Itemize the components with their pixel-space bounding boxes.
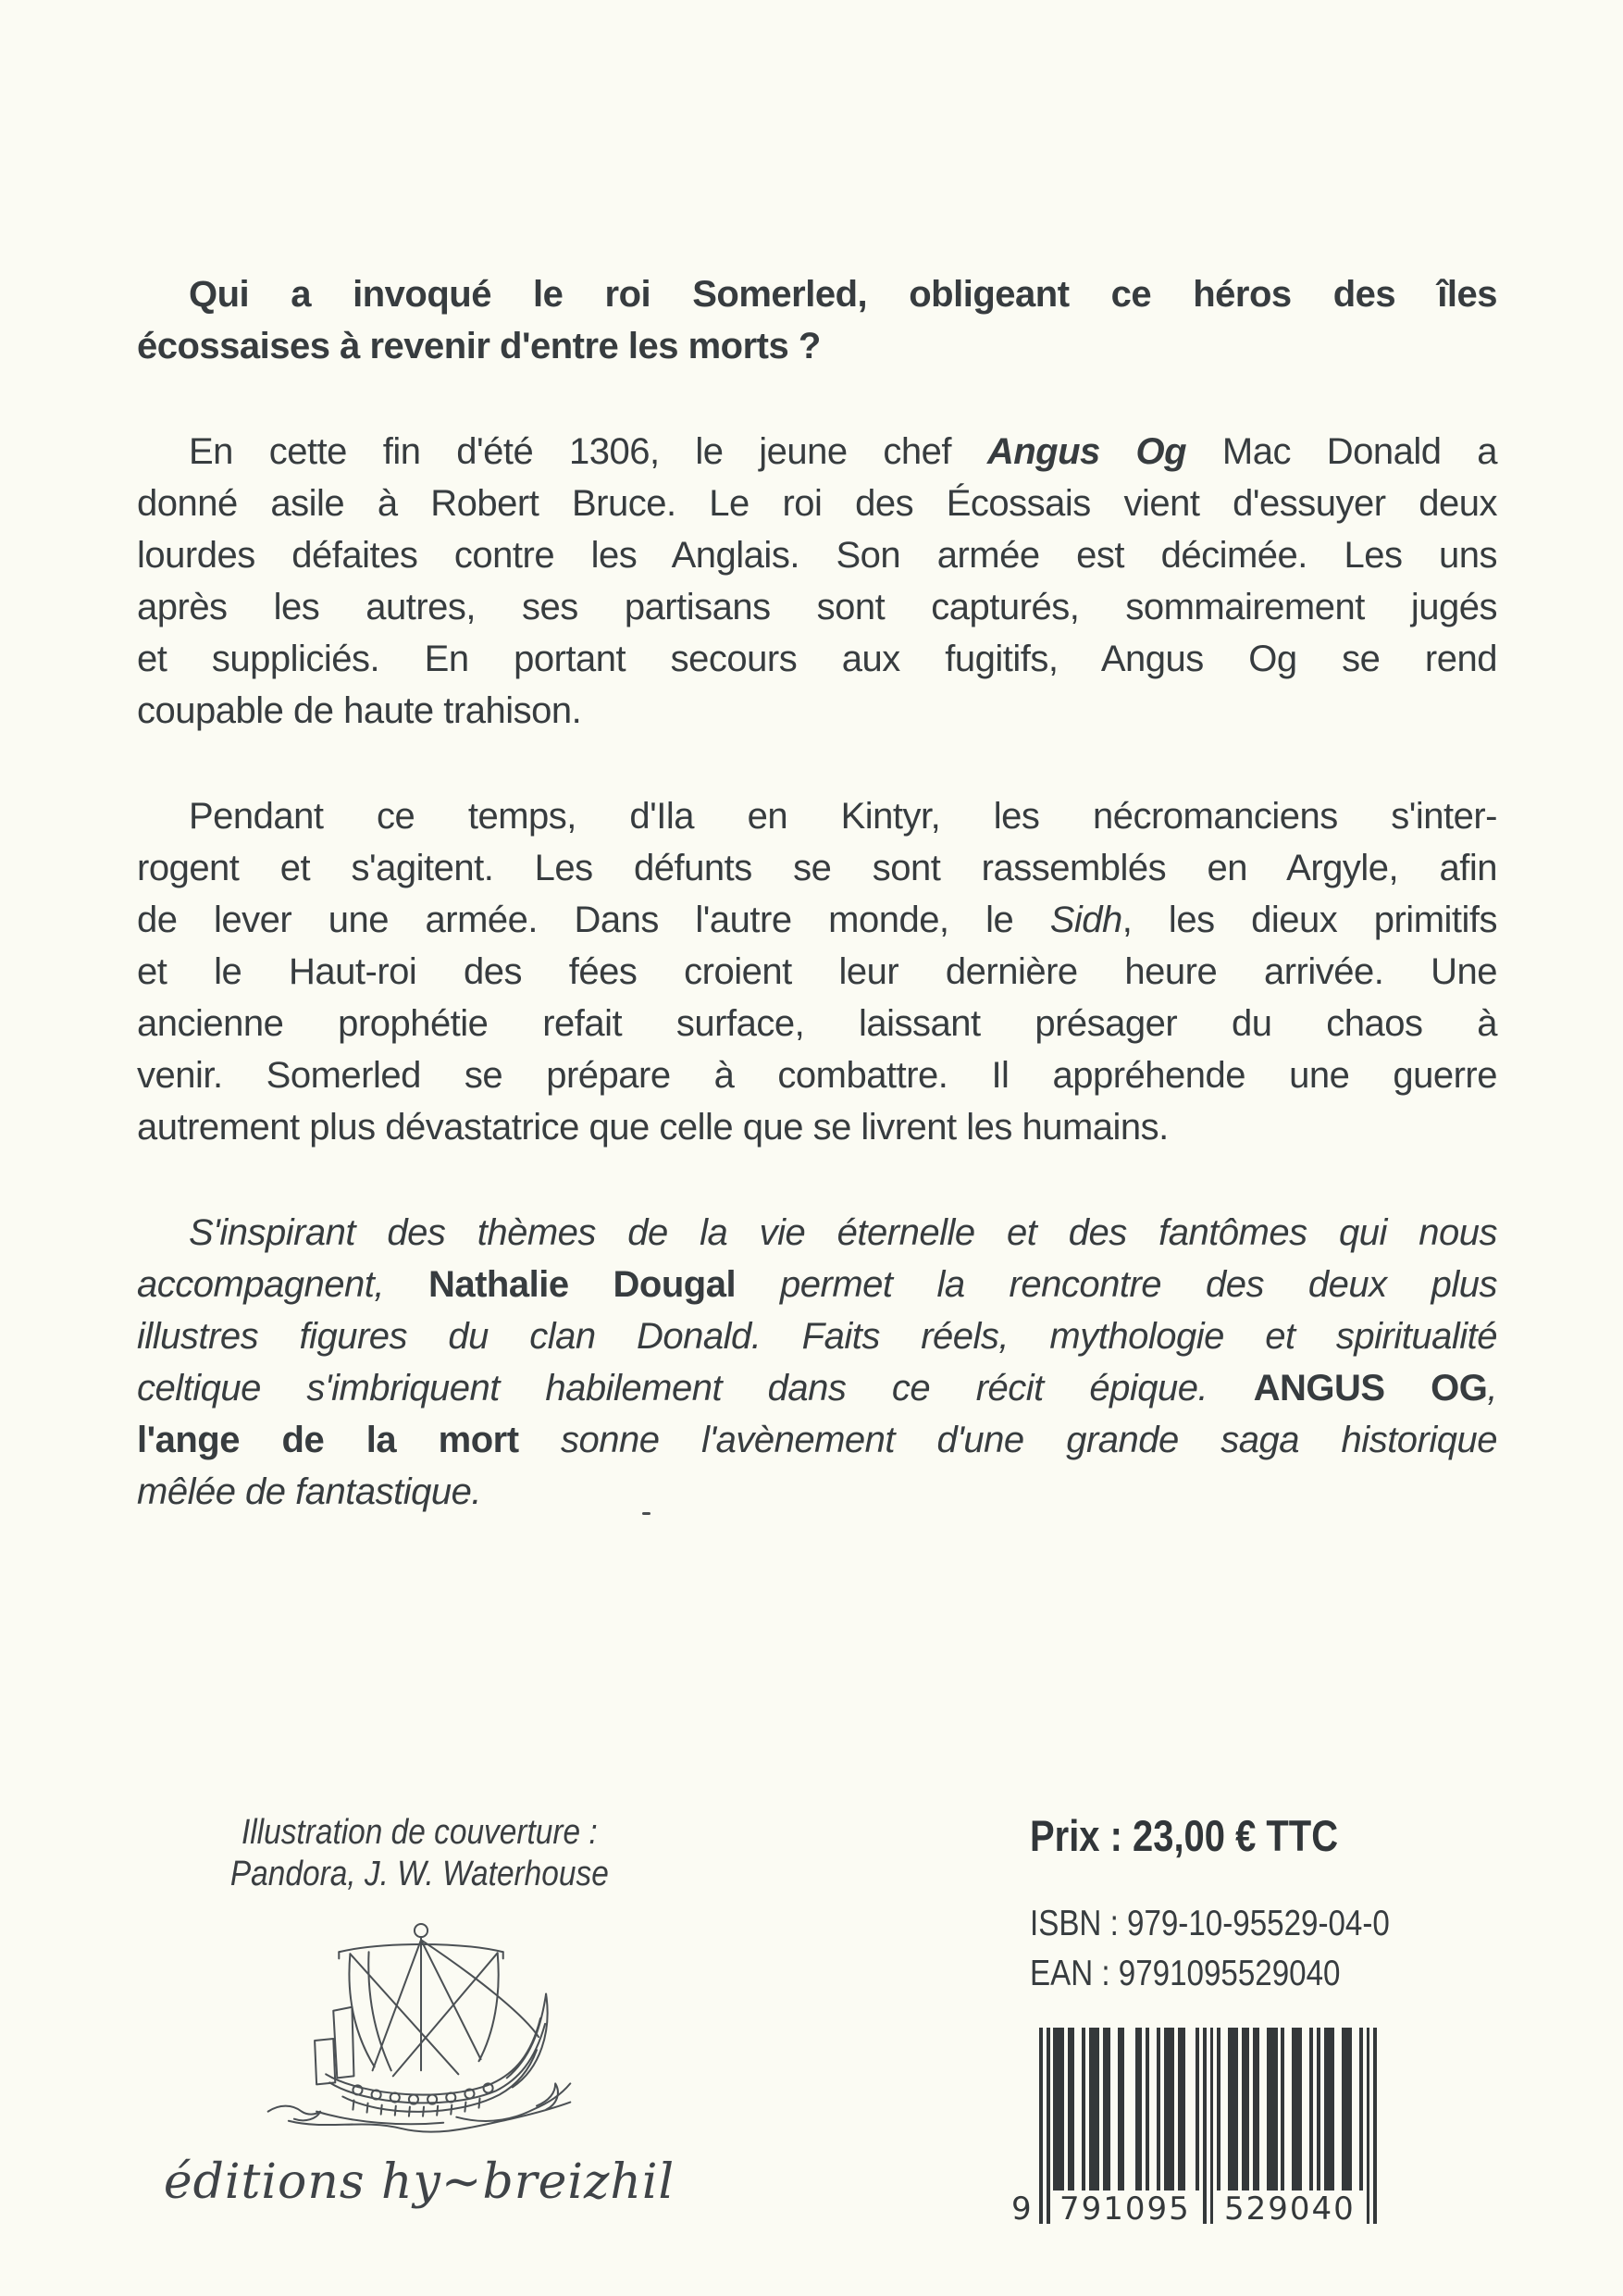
barcode-digit-system: 9 (1011, 2191, 1034, 2228)
publisher-name: éditions hy~breizhil (163, 2154, 675, 2210)
paragraph-intro-question (137, 268, 1497, 372)
text-line: S'inspirant des thèmes de la vie éternelle et des fantômes qui nous (189, 1212, 1497, 1253)
credit-line2: Pandora, J. W. Waterhouse (229, 1855, 609, 1893)
footer (137, 1803, 1497, 2229)
text-line: illustres figures du clan Donald. Faits réels, mythologie et spiritualité (137, 1316, 1497, 1357)
text-line: coupable de haute trahison. (137, 690, 582, 731)
text-line: de lever une armée. Dans l'autre monde, le Sidh, les dieux primitifs (137, 900, 1498, 940)
cover-credit (230, 1803, 609, 1895)
text-line: l'ange de la mort sonne l'avènement d'une grande saga historique (137, 1420, 1497, 1460)
text-line: Qui a invoqué le roi Somerled, obligeant ce héros des îles (189, 274, 1497, 315)
text-line: celtique s'imbriquent habilement dans ce récit épique. ANGUS OG, (137, 1368, 1498, 1409)
barcode-digits-left-half: 791095 (1059, 2191, 1191, 2228)
paragraph-synopsis-2 (137, 790, 1497, 1153)
text-line: et suppliciés. En portant secours aux fugitifs, Angus Og se rend (137, 639, 1497, 679)
text-line: autrement plus dévastatrice que celle que se livrent les humains. (137, 1107, 1169, 1148)
credit-line1: Illustration de couverture : (241, 1813, 598, 1852)
text-line: lourdes défaites contre les Anglais. Son armée est décimée. Les uns (137, 535, 1497, 576)
text-line: et le Haut-roi des fées croient leur dernière heure arrivée. Une (137, 951, 1497, 992)
paragraph-author-note (137, 1207, 1497, 1518)
body-text (137, 268, 1497, 1518)
publisher-block (137, 1803, 701, 2229)
text-line: après les autres, ses partisans sont capturés, sommairement jugés (137, 587, 1497, 627)
text-line: ancienne prophétie refait surface, laissant présager du chaos à (137, 1003, 1497, 1044)
text-line: accompagnent, Nathalie Dougal permet la rencontre des deux plus (137, 1264, 1497, 1305)
text-line: rogent et s'agitent. Les défunts se sont rassemblés en Argyle, afin (137, 848, 1497, 888)
barcode-module (1373, 2028, 1377, 2224)
stray-mark (642, 1512, 650, 1515)
isbn: ISBN : 979-10-95529-04-0 (1030, 1904, 1390, 1943)
longship-logo-icon (259, 1919, 579, 2153)
sales-block (1011, 1803, 1497, 2229)
text-line: venir. Somerled se prépare à combattre. Il appréhende une guerre (137, 1055, 1497, 1096)
text-line: mêlée de fantastique. (137, 1471, 481, 1512)
price: Prix : 23,00 € TTC (1030, 1811, 1339, 1860)
text-line: donné asile à Robert Bruce. Le roi des Écossais vient d'essuyer deux (137, 483, 1497, 524)
text-line: Pendant ce temps, d'Ila en Kintyr, les nécromanciens s'inter- (189, 796, 1497, 837)
barcode (1011, 2028, 1378, 2229)
ean: EAN : 9791095529040 (1030, 1954, 1341, 1993)
paragraph-synopsis-1 (137, 426, 1497, 737)
barcode-digits-right-half: 529040 (1224, 2191, 1356, 2228)
text-line: En cette fin d'été 1306, le jeune chef Angus Og Mac Donald a (189, 431, 1498, 472)
text-line: écossaises à revenir d'entre les morts ? (137, 326, 821, 366)
